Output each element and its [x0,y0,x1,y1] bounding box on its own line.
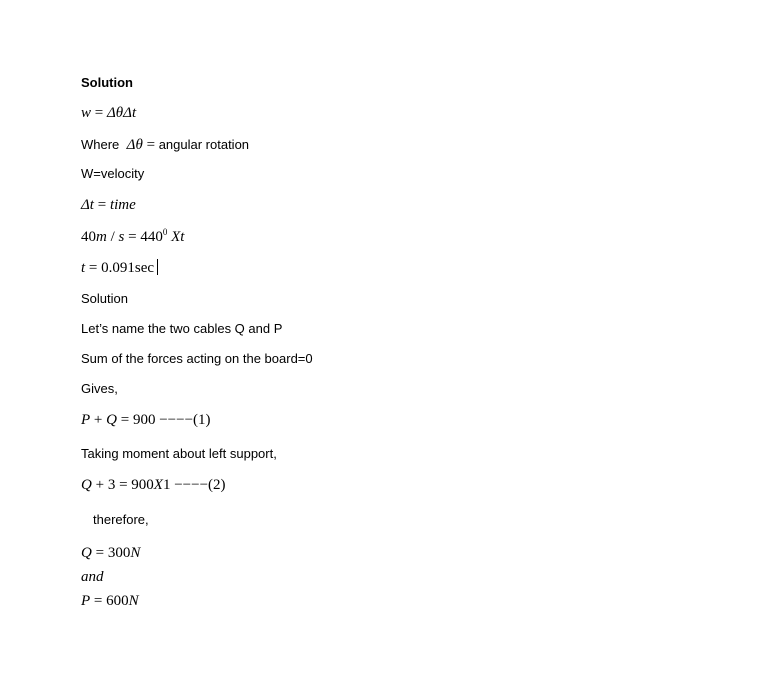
pq-tag: (1) [193,412,211,428]
moment-rhs: 900 [131,477,154,493]
pq-lhs: P [81,412,91,428]
speed-lhs-unit: m [96,229,107,245]
and-text: and [81,569,104,585]
pq-rhs: 900 [132,412,156,428]
t-result-rhs: 0.091sec [101,260,155,276]
where-line [81,136,249,154]
q-result-lhs: Q [81,545,92,561]
pq-plus-term: Q [106,412,117,428]
equation-p-result: P = 600N [81,593,139,609]
cables-line: Let’s name the two cables Q and P [81,321,283,336]
text-cursor [157,259,158,275]
gives-line: Gives, [81,381,118,396]
delta-theta-symbol: Δθ = [126,137,156,153]
q-result-rhs: 300 [107,545,131,561]
moment-lhs: Q [81,477,92,493]
moment-plus-term: 3 [107,477,116,493]
p-result-lhs: P [81,593,91,609]
solution-heading-2: Solution [81,291,128,306]
speed-lhs-num: 40 [81,229,96,245]
speed-rhs-var: Xt [171,229,185,245]
moment-dashes: −−−− [174,477,209,493]
moment-var: X [153,477,163,493]
speed-rhs-num: 440 [140,229,163,245]
speed-lhs-div: / [110,229,115,245]
q-result-unit: N [130,545,141,561]
eq-time-lhs: Δt [81,197,94,213]
sum-forces-line: Sum of the forces acting on the board=0 [81,351,313,366]
moment-tag: (2) [208,477,226,493]
where-prefix: Where [81,137,120,152]
equation-moment: Q + 3 = 900X1 −−−−(2) [81,477,226,493]
and-word [81,568,104,586]
t-result-lhs: t [81,260,86,276]
eq1-lhs: w [81,105,92,121]
moment-num: 1 [162,477,171,493]
equation-angular-velocity: w = ΔθΔt [81,105,137,121]
where-suffix: angular rotation [158,137,250,152]
eq-time-rhs: time [109,197,136,213]
p-result-rhs: 600 [106,593,129,609]
speed-lhs-unit2: s [118,229,125,245]
equation-speed: $40m / s = 440^0$ Xt [81,227,185,245]
taking-moment-line: Taking moment about left support, [81,446,277,461]
p-result-unit: N [128,593,139,609]
equation-pq: P + Q = 900 −−−−(1) [81,412,211,428]
equation-t-result: t = 0.091sec [81,259,158,277]
speed-rhs-sup: 0 [162,227,168,237]
velocity-line: W=velocity [81,166,145,181]
equation-time: Δt = time [81,197,136,213]
therefore-line: therefore, [93,512,149,527]
solution-heading-1: Solution [81,75,133,90]
eq1-rhs: ΔθΔt [106,105,137,121]
pq-dashes: −−−− [159,412,194,428]
equation-q-result: Q = 300N [81,545,141,561]
